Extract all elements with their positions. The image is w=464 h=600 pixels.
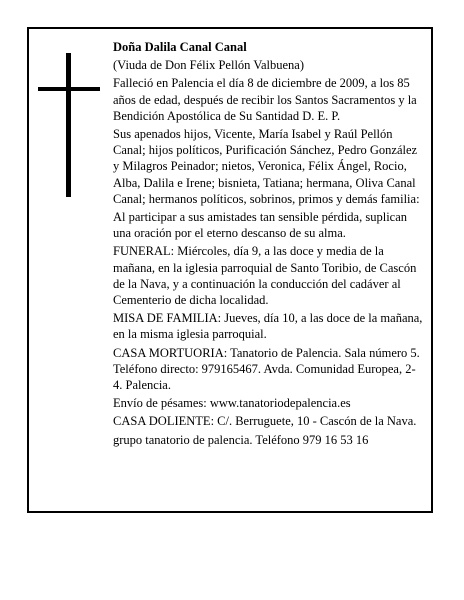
grieving-house-details: CASA DOLIENTE: C/. Berruguete, 10 - Cascón de la Nava. bbox=[113, 414, 417, 429]
funeral-home-details: CASA MORTUORIA: Tanatorio de Palencia. Sala número 5. Teléfono directo: 979165467. Avda. Comunidad Europea, 2-4. Palencia. bbox=[113, 345, 420, 393]
deceased-name: Doña Dalila Canal Canal bbox=[113, 40, 247, 54]
widow-of-line: (Viuda de Don Félix Pellón Valbuena) bbox=[113, 58, 304, 73]
family-mass-details: MISA DE FAMILIA: Jueves, día 10, a las doce de la mañana, en la misma iglesia parroquial. bbox=[113, 311, 423, 342]
cross-vertical-bar bbox=[66, 53, 71, 197]
funeral-details: FUNERAL: Miércoles, día 9, a las doce y media de la mañana, en la iglesia parroquial de Santo Toribio, de Cascón de la Nava, y a continuación la conducción del cadáver al Cementerio de dicha localidad. bbox=[113, 244, 417, 308]
funeral-home-footer: grupo tanatorio de palencia. Teléfono 979 16 53 16 bbox=[113, 432, 369, 447]
cross-icon bbox=[38, 53, 100, 197]
cross-horizontal-bar bbox=[38, 87, 100, 91]
prayer-request: Al participar a sus amistades tan sensible pérdida, suplican una oración por el eterno descanso de su alma. bbox=[113, 210, 408, 241]
obituary-text bbox=[113, 39, 423, 448]
family-list: Sus apenados hijos, Vicente, María Isabel y Raúl Pellón Canal; hijos políticos, Purificación Sánchez, Pedro González y Milagros Peinador; nietos, Veronica, Félix Ángel, Rocio, Alba, Dalila e Irene; bisnieta, Tatiana; hermana, Oliva Canal Canal; hermanos políticos, sobrinos, primos y demás familia: bbox=[113, 127, 420, 206]
death-statement: Falleció en Palencia el día 8 de diciembre de 2009, a los 85 años de edad, después de recibir los Santos Sacramentos y la Bendición Apostólica de Su Santidad D. E. P. bbox=[113, 76, 417, 123]
condolences-line: Envío de pésames: www.tanatoriodepalencia.es bbox=[113, 396, 351, 411]
